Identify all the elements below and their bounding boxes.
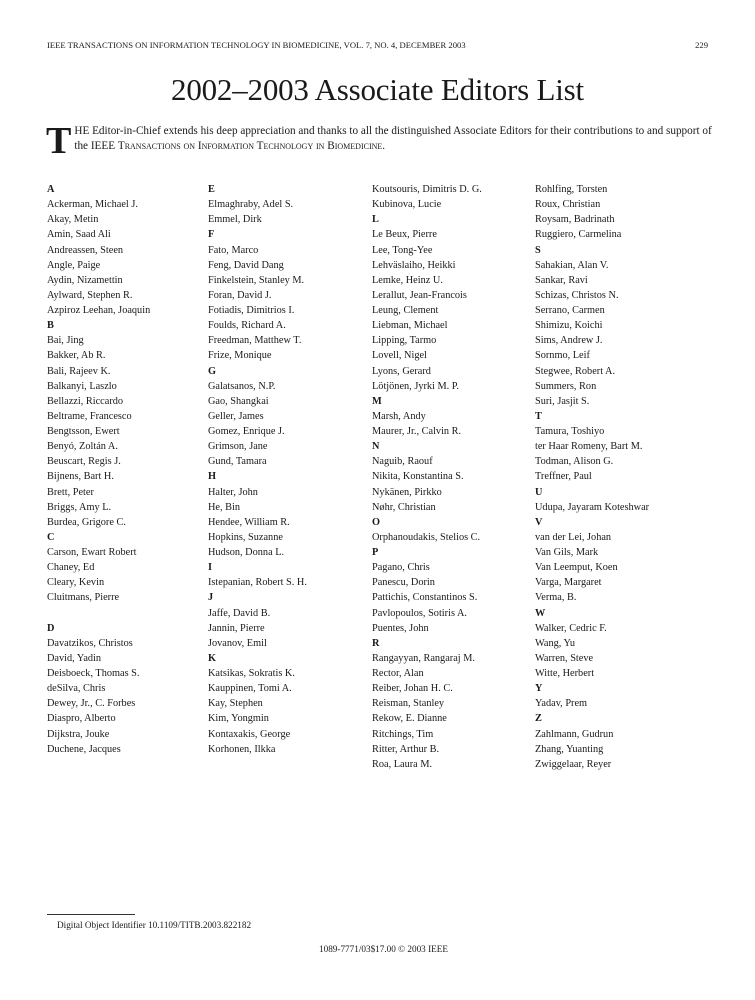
editor-name: Sahakian, Alan V. bbox=[535, 259, 609, 271]
editor-name: Lemke, Heinz U. bbox=[372, 274, 443, 286]
editor-name: Dijkstra, Jouke bbox=[47, 728, 110, 740]
editor-name: Beuscart, Regis J. bbox=[47, 456, 121, 468]
letter-heading: M bbox=[372, 395, 382, 407]
editor-name: Jovanov, Emil bbox=[208, 637, 267, 649]
editor-name: Lee, Tong-Yee bbox=[372, 244, 433, 256]
editor-name: Ritter, Arthur B. bbox=[372, 743, 440, 755]
editor-name: Hopkins, Suzanne bbox=[208, 531, 283, 543]
letter-heading: C bbox=[47, 531, 55, 543]
editor-name: Warren, Steve bbox=[535, 652, 594, 664]
editor-name: Foran, David J. bbox=[208, 289, 272, 301]
editor-name: Gao, Shangkai bbox=[208, 395, 269, 407]
editor-name: Wang, Yu bbox=[535, 637, 575, 649]
editor-name: Sankar, Ravi bbox=[535, 274, 588, 286]
letter-heading: E bbox=[208, 184, 215, 195]
editor-name: Zhang, Yuanting bbox=[535, 743, 604, 755]
editor-name: Udupa, Jayaram Koteshwar bbox=[535, 501, 650, 513]
editor-name: Cleary, Kevin bbox=[47, 577, 105, 589]
editor-name: Nykänen, Pirkko bbox=[372, 486, 442, 498]
editor-name: Aydin, Nizamettin bbox=[47, 274, 123, 286]
editor-name: Jannin, Pierre bbox=[208, 622, 265, 634]
editor-name: Reiber, Johan H. C. bbox=[372, 683, 453, 695]
journal-name-smallcaps: Transactions on Information Technology in Biomedicine bbox=[117, 139, 383, 152]
editor-name: Galatsanos, N.P. bbox=[208, 380, 276, 392]
editor-name: Tamura, Toshiyo bbox=[535, 426, 605, 437]
editor-name: Lötjönen, Jyrki M. P. bbox=[372, 380, 459, 392]
intro-text: HE Editor-in-Chief extends his deep appreciation and thanks to all the distinguished Associate Editors for their contributions to and support of the IEEE bbox=[74, 125, 712, 152]
editor-name: Angle, Paige bbox=[47, 259, 101, 271]
letter-heading: I bbox=[208, 562, 213, 574]
editor-name: Serrano, Carmen bbox=[535, 305, 605, 316]
editor-name: Akay, Metin bbox=[47, 214, 99, 226]
editor-name: Hudson, Donna L. bbox=[208, 547, 285, 558]
editor-name: Fato, Marco bbox=[208, 244, 259, 256]
editor-name: Pavlopoulos, Sotiris A. bbox=[372, 607, 467, 619]
page-number: 229 bbox=[695, 40, 708, 50]
editor-name: Naguib, Raouf bbox=[372, 456, 433, 468]
editor-name: Lipping, Tarmo bbox=[372, 335, 437, 347]
letter-heading: Z bbox=[535, 713, 542, 725]
editors-column-3 bbox=[372, 182, 537, 772]
doi-footnote: Digital Object Identifier 10.1109/TITB.2003.822182 bbox=[57, 920, 252, 930]
editor-name: Kauppinen, Tomi A. bbox=[208, 683, 292, 695]
editor-name: Kontaxakis, George bbox=[208, 728, 291, 740]
intro-text-end: . bbox=[382, 139, 386, 152]
editor-name: Bijnens, Bart H. bbox=[47, 471, 114, 483]
editor-name: Frize, Monique bbox=[208, 350, 272, 362]
letter-heading: A bbox=[47, 184, 55, 195]
editor-name: Lerallut, Jean-Francois bbox=[372, 289, 467, 301]
editor-name: Rekow, E. Dianne bbox=[372, 713, 447, 725]
editor-name: Ritchings, Tim bbox=[372, 728, 434, 740]
editor-name: Katsikas, Sokratis K. bbox=[208, 668, 295, 679]
editor-name: Aylward, Stephen R. bbox=[47, 289, 133, 301]
editor-name: Chaney, Ed bbox=[47, 562, 95, 574]
editor-name: Lyons, Gerard bbox=[372, 365, 431, 377]
editor-name: Ruggiero, Carmelina bbox=[535, 229, 622, 241]
editor-name: Koutsouris, Dimitris D. G. bbox=[372, 184, 482, 195]
footnote-rule bbox=[47, 914, 135, 915]
editor-name: Pattichis, Constantinos S. bbox=[372, 592, 478, 604]
editor-name: Azpiroz Leehan, Joaquin bbox=[47, 305, 151, 316]
letter-heading: L bbox=[372, 214, 379, 226]
drop-cap: T bbox=[46, 120, 72, 162]
editor-name: Rohlfing, Torsten bbox=[535, 184, 608, 195]
editor-name: Finkelstein, Stanley M. bbox=[208, 274, 305, 286]
editor-name: Maurer, Jr., Calvin R. bbox=[372, 426, 462, 437]
editor-name: Summers, Ron bbox=[535, 380, 597, 392]
editor-name: Hendee, William R. bbox=[208, 516, 290, 528]
editor-name: Liebman, Michael bbox=[372, 320, 448, 332]
editor-name: Grimson, Jane bbox=[208, 441, 268, 453]
page-title: 2002–2003 Associate Editors List bbox=[171, 72, 584, 107]
editor-name: Fotiadis, Dimitrios I. bbox=[208, 305, 295, 316]
editor-name: Walker, Cedric F. bbox=[535, 622, 607, 634]
editor-name: Diaspro, Alberto bbox=[47, 713, 116, 725]
editor-name: David, Yadin bbox=[47, 652, 102, 664]
editor-name: Foulds, Richard A. bbox=[208, 320, 286, 332]
editor-name: Bengtsson, Ewert bbox=[47, 426, 120, 437]
letter-heading: O bbox=[372, 516, 381, 528]
editor-name: Gomez, Enrique J. bbox=[208, 426, 285, 437]
editor-name: Emmel, Dirk bbox=[208, 214, 262, 226]
letter-heading: K bbox=[208, 652, 217, 664]
editor-name: Brett, Peter bbox=[47, 486, 94, 498]
editor-name: Jaffe, David B. bbox=[208, 607, 271, 619]
editor-name: Bali, Rajeev K. bbox=[47, 365, 111, 377]
intro-paragraph bbox=[46, 120, 712, 162]
editor-name: Dewey, Jr., C. Forbes bbox=[47, 698, 136, 710]
letter-heading: R bbox=[372, 637, 380, 649]
editor-name: Orphanoudakis, Stelios C. bbox=[372, 531, 481, 543]
editor-name: Deisboeck, Thomas S. bbox=[47, 668, 140, 679]
letter-heading: S bbox=[535, 244, 541, 256]
blank-line bbox=[47, 606, 212, 621]
editor-name: Reisman, Stanley bbox=[372, 698, 445, 710]
letter-heading: H bbox=[208, 471, 217, 483]
editor-name: Freedman, Matthew T. bbox=[208, 335, 302, 347]
editor-name: Kubinova, Lucie bbox=[372, 199, 442, 211]
editor-name: Lovell, Nigel bbox=[372, 350, 427, 362]
editor-name: Nikita, Konstantina S. bbox=[372, 471, 464, 483]
editor-name: Duchene, Jacques bbox=[47, 743, 121, 755]
editor-name: Istepanian, Robert S. H. bbox=[208, 577, 307, 589]
editor-name: Kay, Stephen bbox=[208, 698, 263, 710]
letter-heading: P bbox=[372, 547, 379, 558]
editor-name: Feng, David Dang bbox=[208, 259, 284, 271]
editor-name: Geller, James bbox=[208, 410, 264, 422]
editor-name: Rangayyan, Rangaraj M. bbox=[372, 652, 475, 664]
editor-name: Verma, B. bbox=[535, 592, 577, 604]
editor-name: Zwiggelaar, Reyer bbox=[535, 758, 612, 770]
editor-name: Van Gils, Mark bbox=[535, 547, 599, 558]
running-header bbox=[47, 40, 708, 50]
editor-name: Ackerman, Michael J. bbox=[47, 199, 138, 211]
letter-heading: D bbox=[47, 622, 55, 634]
editors-column-2 bbox=[208, 182, 373, 757]
editor-name: Zahlmann, Gudrun bbox=[535, 728, 614, 740]
editor-name: Briggs, Amy L. bbox=[47, 501, 112, 513]
editor-name: Varga, Margaret bbox=[535, 577, 602, 589]
editors-column-1 bbox=[47, 182, 212, 757]
editor-name: Witte, Herbert bbox=[535, 668, 595, 679]
editor-name: Shimizu, Koichi bbox=[535, 320, 603, 332]
editor-name: Pagano, Chris bbox=[372, 562, 430, 574]
copyright-line: 1089-7771/03$17.00 © 2003 IEEE bbox=[319, 944, 448, 954]
editor-name: Stegwee, Robert A. bbox=[535, 365, 616, 377]
editor-name: Sims, Andrew J. bbox=[535, 335, 603, 347]
editor-name: deSilva, Chris bbox=[47, 683, 106, 695]
editor-name: Halter, John bbox=[208, 486, 258, 498]
editor-name: Le Beux, Pierre bbox=[372, 229, 437, 241]
letter-heading: W bbox=[535, 607, 546, 619]
letter-heading: Y bbox=[535, 683, 543, 695]
editor-name: Bakker, Ab R. bbox=[47, 350, 106, 362]
editor-name: ter Haar Romeny, Bart M. bbox=[535, 441, 643, 453]
editor-name: Benyó, Zoltán A. bbox=[47, 441, 118, 453]
editor-name: Puentes, John bbox=[372, 622, 429, 634]
letter-heading: F bbox=[208, 229, 215, 241]
editor-name: Sornmo, Leif bbox=[535, 350, 590, 362]
editor-name: Suri, Jasjit S. bbox=[535, 395, 590, 407]
editor-name: Balkanyi, Laszlo bbox=[47, 380, 117, 392]
editor-name: Nøhr, Christian bbox=[372, 501, 436, 513]
editor-name: Leung, Clement bbox=[372, 305, 439, 316]
editor-name: Roysam, Badrinath bbox=[535, 214, 615, 226]
editor-name: Bellazzi, Riccardo bbox=[47, 395, 124, 407]
letter-heading: U bbox=[535, 486, 543, 498]
editor-name: Davatzikos, Christos bbox=[47, 637, 133, 649]
editor-name: Carson, Ewart Robert bbox=[47, 547, 137, 558]
editor-name: Gund, Tamara bbox=[208, 456, 267, 468]
editor-name: Marsh, Andy bbox=[372, 410, 426, 422]
editor-name: Burdea, Grigore C. bbox=[47, 516, 126, 528]
journal-running-title: IEEE TRANSACTIONS ON INFORMATION TECHNOLOGY IN BIOMEDICINE, VOL. 7, NO. 4, DECEMBER 2003 bbox=[47, 40, 466, 50]
editor-name: Roux, Christian bbox=[535, 199, 601, 211]
editor-name: van der Lei, Johan bbox=[535, 531, 612, 543]
editor-name: Treffner, Paul bbox=[535, 471, 592, 483]
editor-name: Panescu, Dorin bbox=[372, 577, 435, 589]
editor-name: Elmaghraby, Adel S. bbox=[208, 199, 294, 211]
editor-name: Andreassen, Steen bbox=[47, 244, 124, 256]
editor-name: Amin, Saad Ali bbox=[47, 229, 111, 241]
editors-column-4 bbox=[535, 182, 700, 772]
editor-name: Yadav, Prem bbox=[535, 698, 588, 710]
editor-name: Van Leemput, Koen bbox=[535, 562, 618, 574]
editor-name: Lehväslaiho, Heikki bbox=[372, 259, 456, 271]
letter-heading: G bbox=[208, 365, 217, 377]
editor-name: Korhonen, Ilkka bbox=[208, 743, 276, 755]
letter-heading: J bbox=[208, 592, 214, 604]
editor-name: Kim, Yongmin bbox=[208, 713, 269, 725]
editor-name: Todman, Alison G. bbox=[535, 456, 614, 468]
editor-name: He, Bin bbox=[208, 501, 241, 513]
editor-name: Bai, Jing bbox=[47, 335, 84, 347]
letter-heading: T bbox=[535, 410, 542, 422]
editor-name: Rector, Alan bbox=[372, 668, 424, 679]
letter-heading: V bbox=[535, 516, 543, 528]
editor-name: Cluitmans, Pierre bbox=[47, 592, 120, 604]
editor-name: Roa, Laura M. bbox=[372, 758, 433, 770]
letter-heading: N bbox=[372, 441, 380, 453]
letter-heading: B bbox=[47, 320, 54, 332]
editor-name: Beltrame, Francesco bbox=[47, 410, 132, 422]
editor-name: Schizas, Christos N. bbox=[535, 289, 619, 301]
